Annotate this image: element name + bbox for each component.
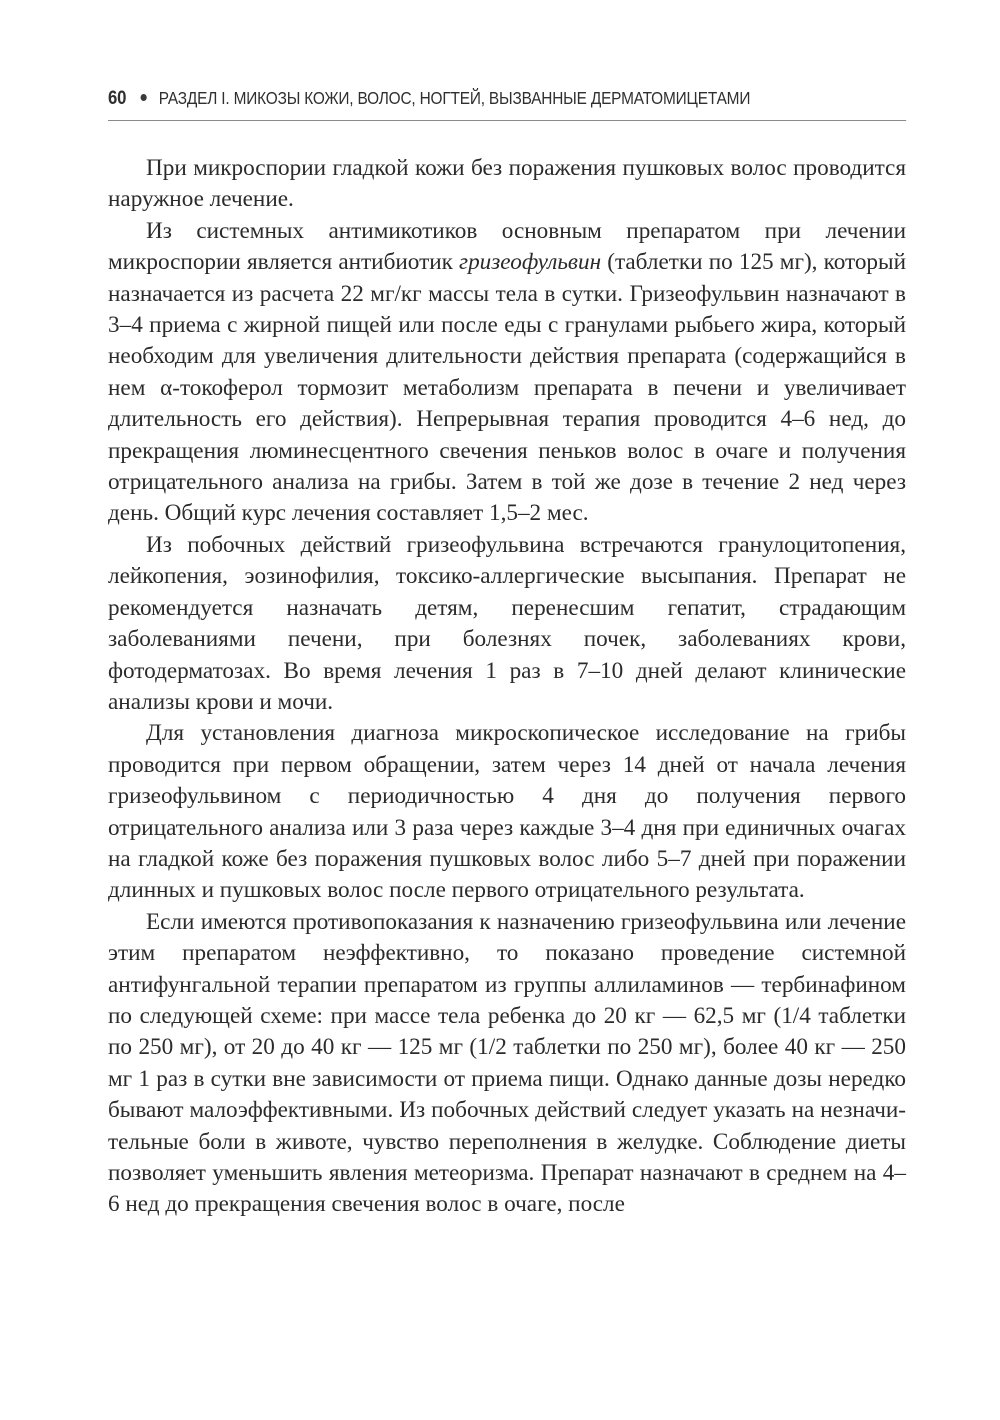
paragraph-2-after: (таблетки по 125 мг), который назначается из расчета 22 мг/кг массы тела в сутки. Гризеофульвин назначают в 3–4 приема с жирной пищей или после еды с гранулами рыбьего жира, который необходим для увеличения длительности действия препарата (содержащийся в нем α-токоферол тормозит метаболизм препарата в печени и увеличивает длительность его действия). Непрерывная терапия проводится 4–6 нед, до прекращения люминесцентного свечения пеньков волос в очаге и получения отрицательного анализа на грибы. Затем в той же дозе в течение 2 нед через день. Общий курс лечения составляет 1,5–2 мес.: [108, 249, 907, 527]
paragraph-3: Из побочных действий гризеофульвина встречаются гранулоцитопения, лейкопения, эозинофилия, токсико-аллергические высыпания. Препарат не рекомендуется назначать детям, перенесшим гепатит, страдающим заболеваниями печени, при болезнях почек, заболеваниях крови, фотодерматозах. Во время лечения 1 раз в 7–10 дней делают клинические анализы крови и мочи.: [108, 531, 906, 715]
paragraph-5: Если имеются противопоказания к назначению гризеофульвина или лечение этим препаратом неэффективно, то показано проведение системной антифунгальной терапии препаратом из группы аллиламинов — тербинафином по следующей схеме: при массе тела ребенка до 20 кг — 62,5 мг (1/4 таблетки по 250 мг), от 20 до 40 кг — 125 мг (1/2 таблетки по 250 мг), более 40 кг — 250 мг 1 раз в сутки вне зависимости от приема пищи. Однако данные дозы нередко бывают малоэффективными. Из побочных действий следует указать на незначительные боли в животе, чувство переполнения в желудке. Соблюдение диеты позволяет уменьшить явления метеоризма. Препарат назначают в среднем на 4–6 нед до прекращения свечения волос в очаге, после: [108, 908, 906, 1218]
book-page: [108, 88, 906, 1221]
running-header: [108, 88, 906, 121]
section-title: РАЗДЕЛ I. МИКОЗЫ КОЖИ, ВОЛОС, НОГТЕЙ, ВЫЗВАННЫЕ ДЕРМАТОМИЦЕТАМИ: [158, 88, 751, 108]
paragraph-2-before: Из системных антимикотиков основным препаратом при лечении микроспории является антибиотик: [108, 217, 906, 276]
paragraph-2: [108, 216, 906, 530]
body-text: [108, 153, 906, 1221]
page-number: 60: [108, 88, 127, 109]
paragraph-1: При микроспории гладкой кожи без поражения пушковых волос проводится наружное лечение.: [108, 155, 906, 213]
bullet-icon: [140, 94, 146, 101]
paragraph-4: Для установления диагноза микроскопическое исследование на грибы проводится при первом обращении, затем через 14 дней от начала лечения гризеофульвином с периодичностью 4 дня до получения первого отрицательного анализа или 3 раза через каждые 3–4 дня при единичных очагах на гладкой коже без поражения пушковых волос либо 5–7 дней при поражении длинных и пушковых волос после первого отрицательного результата.: [108, 720, 906, 904]
drug-name-emphasis: гризеофульвин: [459, 249, 602, 276]
